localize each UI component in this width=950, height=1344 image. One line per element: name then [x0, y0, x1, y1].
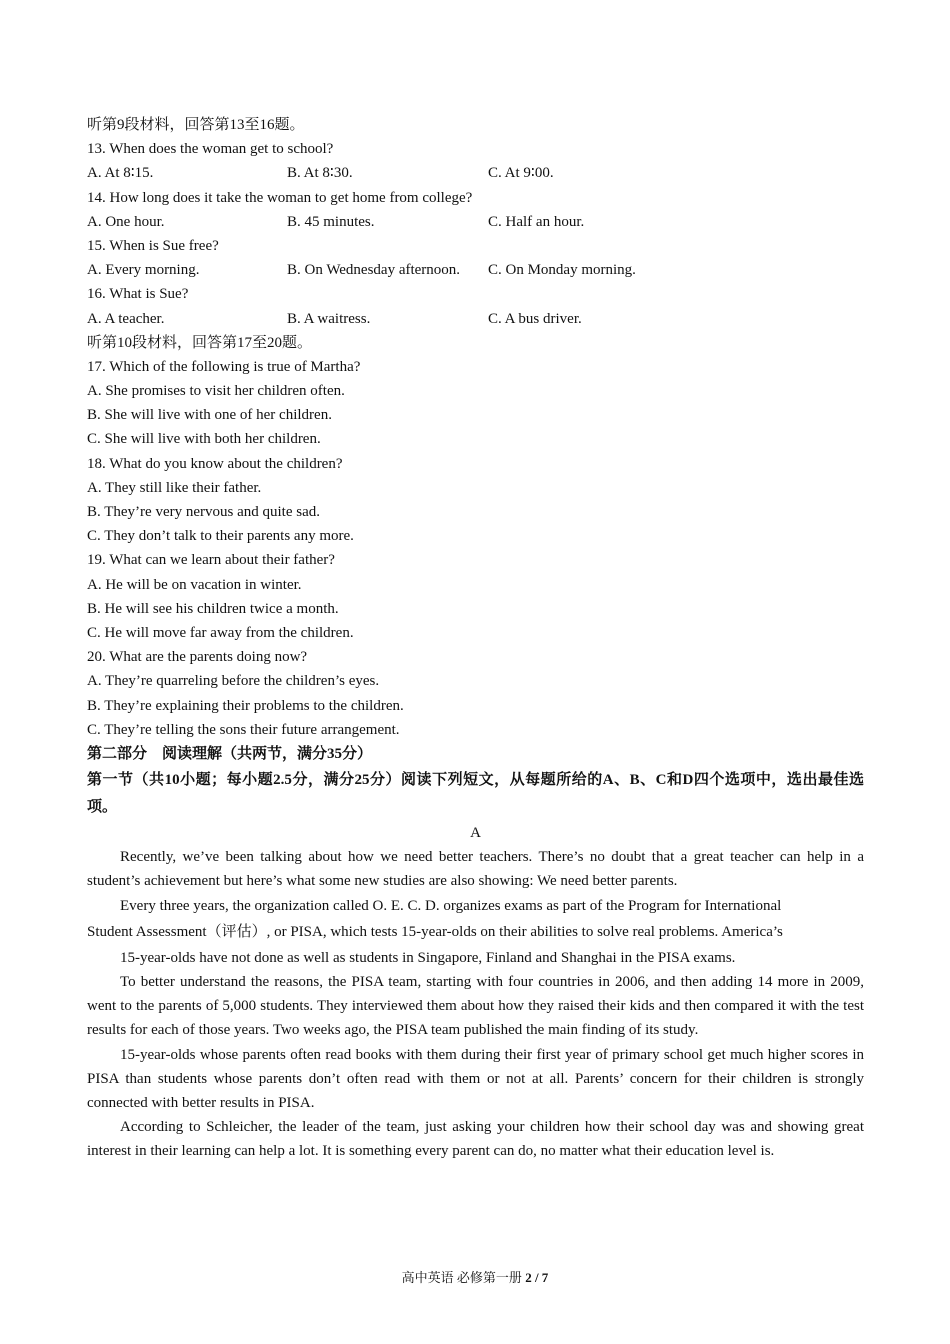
question-options [87, 161, 864, 185]
section-header: 听第10段材料，回答第17至20题。 [87, 334, 313, 351]
option-a: A. They’re quarreling before the children’s eyes. [87, 673, 380, 690]
option-b: B. A waitress. [287, 310, 371, 327]
page-footer [0, 1269, 950, 1287]
option-c: C. A bus driver. [488, 310, 582, 327]
option-a: A. They still like their father. [87, 479, 262, 496]
question-options [87, 258, 864, 282]
option-b: B. On Wednesday afternoon. [287, 262, 461, 279]
option-c: C. On Monday morning. [488, 262, 636, 279]
section-instructions: 第一节（共10小题；每小题2.5分，满分25分）阅读下列短文，从每题所给的A、B、C和D四个选项中，选出最佳选项。 [87, 772, 864, 816]
part-title: 第二部分 阅读理解（共两节，满分35分） [87, 745, 373, 762]
option-b: B. He will see his children twice a month. [87, 600, 339, 617]
question-stem: 17. Which of the following is true of Martha? [87, 358, 361, 375]
option-a: A. She promises to visit her children often. [87, 383, 345, 400]
option-a: A. At 8∶15. [87, 165, 154, 182]
question-options [87, 307, 864, 331]
passage-paragraph-line: Every three years, the organization called O. E. C. D. organizes exams as part of the Program for International [120, 897, 782, 914]
question-stem: 18. What do you know about the children? [87, 455, 343, 472]
option-b: B. She will live with one of her children. [87, 407, 332, 424]
question-stem: 15. When is Sue free? [87, 237, 219, 254]
passage-paragraph-line: 15-year-olds have not done as well as students in Singapore, Finland and Shanghai in the PISA exams. [120, 949, 736, 966]
question-stem: 16. What is Sue? [87, 286, 189, 303]
question-stem: 14. How long does it take the woman to get home from college? [87, 189, 473, 206]
section-header: 听第9段材料，回答第13至16题。 [87, 117, 305, 133]
question-options [87, 210, 864, 234]
option-a: A. He will be on vacation in winter. [87, 576, 302, 593]
page-number: 2 / 7 [525, 1270, 549, 1285]
option-c: C. Half an hour. [488, 213, 585, 230]
option-c: C. At 9∶00. [488, 165, 554, 182]
option-c: C. They don’t talk to their parents any more. [87, 528, 354, 545]
option-c: C. She will live with both her children. [87, 431, 321, 448]
option-a: A. A teacher. [87, 310, 165, 327]
passage-paragraph: 15-year-olds whose parents often read books with them during their first year of primary school get much higher scores in PISA than students whose parents don’t often read with them or not at all. Parents’ concern for their children is strongly connected with better results in PISA. [87, 1046, 864, 1112]
option-b: B. 45 minutes. [287, 213, 375, 230]
question-stem: 20. What are the parents doing now? [87, 649, 308, 666]
passage-paragraph: To better understand the reasons, the PISA team, starting with four countries in 2006, and then adding 14 more in 2009, went to the parents of 5,000 students. They interviewed them about how they raised their kids and then compared it with the test results for each of those years. Two weeks ago, the PISA team published the main finding of its study. [87, 974, 864, 1039]
option-b: B. They’re explaining their problems to the children. [87, 697, 404, 714]
passage-paragraph-line: Student Assessment（评估）, or PISA, which tests 15-year-olds on their abilities to solve real problems. America’s [87, 923, 783, 940]
option-a: A. One hour. [87, 213, 165, 230]
option-b: B. At 8∶30. [287, 165, 353, 182]
document-body [87, 113, 864, 1164]
option-c: C. He will move far away from the children. [87, 624, 354, 641]
option-a: A. Every morning. [87, 262, 200, 279]
option-c: C. They’re telling the sons their future arrangement. [87, 721, 400, 738]
passage-paragraph: Recently, we’ve been talking about how we need better teachers. There’s no doubt that a great teacher can help in a student’s achievement but here’s what some new studies are also showing: We need better parents. [87, 849, 864, 890]
question-stem: 19. What can we learn about their father? [87, 552, 335, 569]
footer-text: 高中英语 必修第一册 [401, 1270, 526, 1285]
option-b: B. They’re very nervous and quite sad. [87, 504, 320, 520]
question-stem: 13. When does the woman get to school? [87, 141, 334, 158]
passage-label: A [470, 825, 481, 842]
passage-paragraph: According to Schleicher, the leader of the team, just asking your children how their school day was and showing great interest in their learning can help a lot. It is something every parent can do, no matter what their education level is. [87, 1119, 864, 1160]
